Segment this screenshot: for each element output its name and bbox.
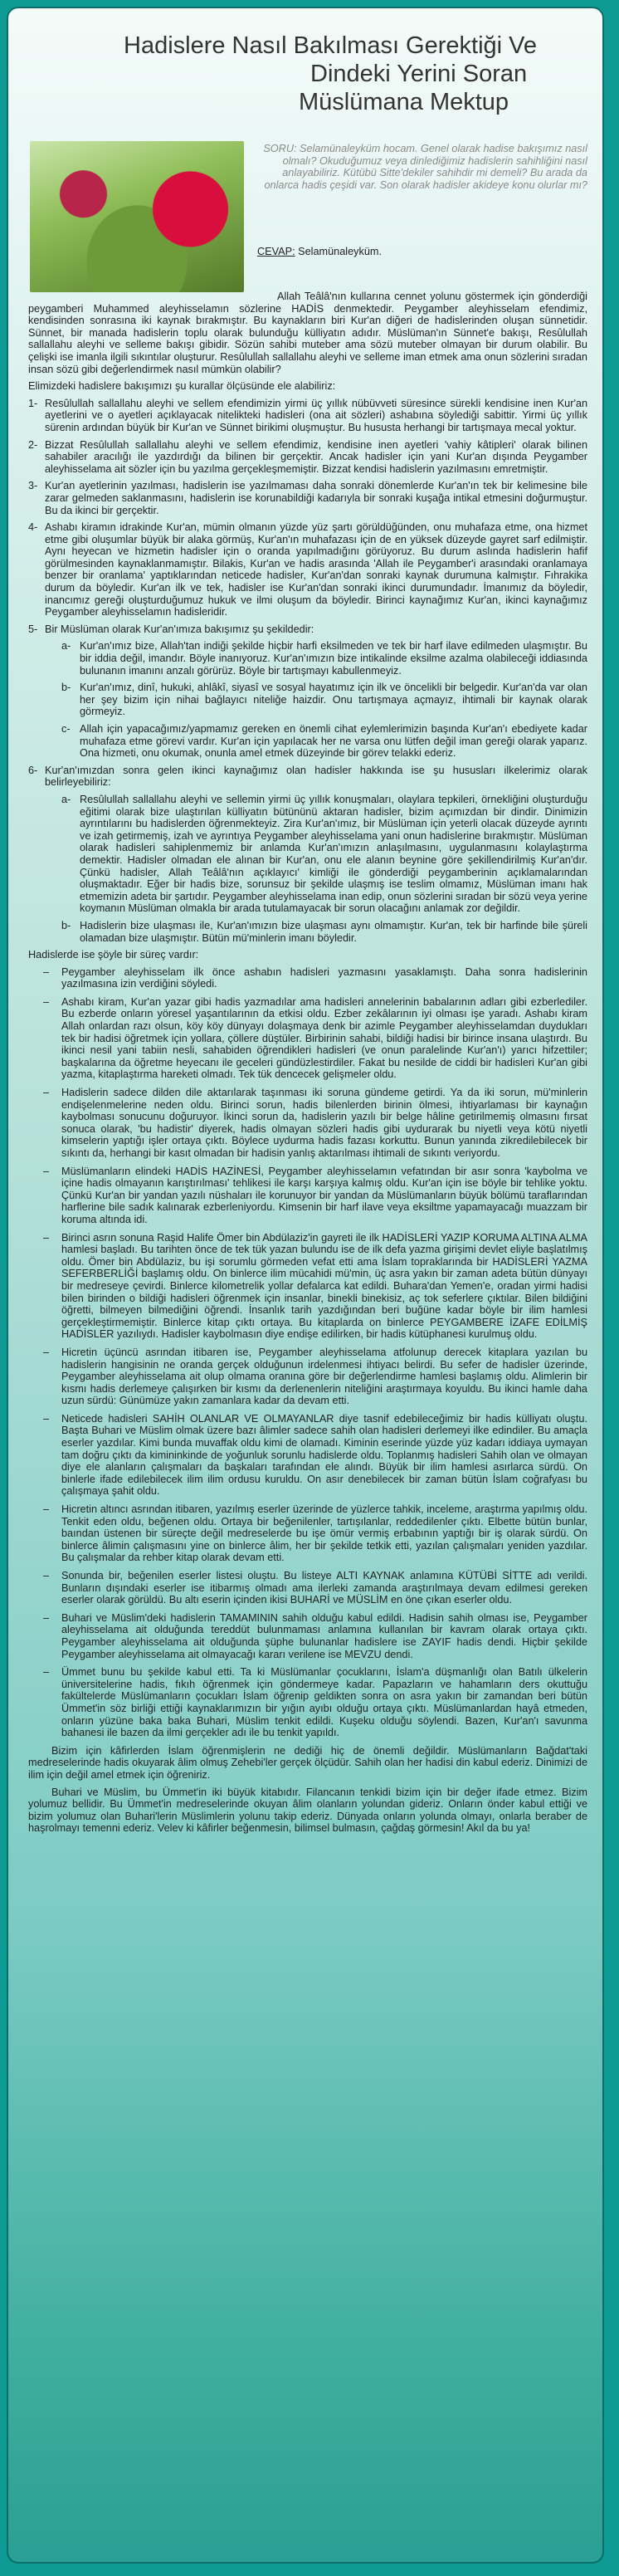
item-text: Bizzat Resûlullah sallallahu aleyhi ve sellem efendimiz, kendisine inen ayetleri 'vahiy kâtipleri' olarak bilinen sahabiler aracılığı ile yazdırdığı da bilinen bir gerçektir. Ancak hadisler için yani Kur'an dışında Peygamber aleyhisselama ait sözler için bu yazılma gerçekleşmemiştir. Bizzat kendisi hadislerin yazılmasını emretmiştir. [45,438,587,475]
list-item [28,765,587,789]
dash-marker: – [43,1412,50,1425]
rules-intro: Elimizdeki hadislere bakışımızı şu kurallar ölçüsünde ele alabiliriz: [28,380,336,393]
hero-section [28,141,587,315]
title-line-1: Hadislere Nasıl Bakılması Gerektiği Ve [124,32,538,59]
item-text: Kur'an'ımızdan sonra gelen ikinci kaynağımız olan hadisler hakkında ise şu hususları ilkelerimiz olarak belirleyebiliriz: [45,764,587,789]
history-item [43,1232,587,1341]
history-list [28,966,587,1739]
answer-label: CEVAP: [257,246,295,257]
sub-letter: a- [61,793,71,805]
answer-greeting: Selamünaleyküm. [295,246,382,257]
item-number: 2- [28,438,38,451]
sub-item [61,682,587,718]
dash-marker: – [43,1087,50,1099]
sub-text: Hadislerin bize ulaşması ile, Kur'an'ımızın bize ulaşması aynı olmamıştır. Kur'an, tek bir harfinde bile şüreli olamadan bize ulaşmıştır. Bütün mü'minlerin imanı böyledir. [80,919,587,944]
item-number: 1- [28,397,38,409]
list-item [28,623,587,636]
closing-paragraph-1: Bizim için kâfirlerden İslam öğrenmişlerin ne dediği hiç de önemli değildir. Müslümanların Bağdat'taki medreselerinde hadis okuyarak âlim olmuş Zehebi'ler gerçek ölçüdür. Sahih olan her hadisi din kabul ederiz. Dinimizi de ilim için değil amel etmek için öğreniriz. [28,1744,587,1781]
history-text: Sonunda bir, beğenilen eserler listesi oluştu. Bu listeye ALTI KAYNAK anlamına KÜTÜBİ SİTTE adı verildi. Bunların dışındaki eserler ise itibarmış olmadı ama ilerleki zamanda araştırılmaya devam edilmesi gereken eserler olarak görüldü. Bu altı eserin içinden ikisi BUHARİ ve MÜSLİM en öne çıkan eserler oldu. [61,1570,587,1606]
history-item [43,1087,587,1160]
dash-marker: – [43,1346,50,1358]
item-text: Resûlullah sallallahu aleyhi ve sellem efendimizin yirmi üç yıllık nübüvveti süresince sürekli kendisine inen Kur'an ayetlerini ve o ayetleri açıklayacak niteliktеki hadisleri (ona ait sözleri) ashabına söylediği sabittir. Yirmi üç yıllık sürenin ardından büyük bir Kur'an ve Sünnet birikimi oluşmuştur. Bu hususta herhangi bir tartışmaya mecal yoktur. [45,397,587,433]
sub-item [61,723,587,760]
dash-marker: – [43,1666,50,1679]
history-item [43,1166,587,1226]
history-text: Hicretin altıncı asrından itibaren, yazılmış eserler üzerinde de yüzlerce tahkik, inceleme, araştırma yapılmış oldu. Tenkit eden oldu, beğenen oldu. Ortaya bir beğenilenler, tartışılanlar, reddedilenler çıktı. Elbette bütün bunlar, baından üstenen bir süreçte değil medreselerde bu işe ömür vermiş erbabının yaptığı bir iş olarak sürdü. On binlerce âlimin çalışmasını yine on binlerce âlim, her bir şekilde tetkik etti, yazılan çalışmaları yeniden yazdılar. Bu çalışmalar da rehber kitap olarak devam etti. [61,1503,587,1564]
item-text: Bir Müslüman olarak Kur'an'ımıza bakışımız şu şekildedir: [45,623,314,635]
history-text: Ashabı kiram, Kur'an yazar gibi hadis yazmadılar ama hadisleri annelerinin babalarının adları gibi ezberlediler. Bu ezberde onların yöresel yaşantılarının da etkisi oldu. Ezber zekâlarının iyi olması işe yaradı. Ashabı kiram Allah onlardan razı olsun, köy köy dünyayı dolaşmaya denk bir azimle Peygamber aleyhisselamdan duydukları tek bir hadisi öğretmek için yollara, çöllere düştüler. Birbirinin sahabi, bildiği hadisi bir birince insana ulaştırdı. Bu ikinci nesil yani tabiin nesli, sahabiden öğrendikleri hadisleri (ve onun paralelinde Kur'an'ı) yarıcı hifzettiler; başkalarına da öğretme heyecanı ile geceleri gündüzlestirdiler. Fakat bu nesilde de ciddi bir hadisleri Kur'an gibi yazma, kitaplaştırma hareketi olmadı. Tek tük dencecek gelişmeler oldu. [61,995,587,1081]
history-text: Müslümanların elindeki HADİS HAZİNESİ, Peygamber aleyhisselamın vefatından bir asır sonra 'kaybolma ve içine hadis olmayanın karıştırılması' tehlikesi ile karşı karşıya kalmış oldu. Kur'an için ise böyle bir tehlike yoktu. Çünkü Kur'an bir yandan yazılı nüshaları ile korunuyor bir yandan da Müslümanların büyük bölümü taraflarından harflerine bile sadık kalınarak ezberleniyordu. Kimsenin bir harf ilave veya eksiltme yapamayacağı muazzam bir koruma altında idi. [61,1165,587,1225]
sub-item [61,794,587,915]
sub-text: Resûlullah sallallahu aleyhi ve sellemin yirmi üç yıllık konuşmaları, olaylara tepkileri, örnekliğini oluşturduğu eğitimi olarak bize ulaştırılan külliyatın bütününü aktaran hadisler, bizim açımızdan bir dindir. Dinimizin ayrıntılarını bu hadislerden öğrenmekteyiz. Zira Kur'an'ımız, bir Müslüman için yeterli olacak düzeyde ayrıntı ve izah getirmemiş, izah ve ayrıntıya Peygamber aleyhisselama yani onun hadislerine bırakmıştır. Müslüman olarak hadisleri sahiplenmemiz bir anlamda Kur'an'ımızın anlaşılmasını, uygulanmasını kolaylaştırma demektir. Hadisler olmadan ele alınan bir Kur'an, onu ele alanın beynine göre şekillendirilmiş Kur'an'dır. Çünkü hadisler, Allah Teâlâ'nın açıklayıcı' kimliği ile gönderdiği peygamberinin açıklamalarından oluşmaktadır. Eğer bir hadis bize, sorunsuz bir şekilde ulaşmış ise teslim olmamız, Müslüman imanı hak etmemizin adeta bir şartıdır. Peygamber aleyhisselama inan edip, onun sözlerini sıradan bir sözü veya yerine koymanın Müslüman olmakla bir arada tutulamayacak bir sorun olacağını anlamak zor değildir. [80,793,587,915]
history-item [43,1347,587,1407]
dash-marker: – [43,1231,50,1244]
closing-paragraph-2: Buhari ve Müslim, bu Ümmet'in iki büyük kitabıdır. Filancanın tenkidi bizim için bir değer ifade etmez. Bizim yolumuz bellidir. Bu Ümmet'in medreselerinde okuyan âlim olanların yolundan gideriz. Onların önder kabul ettiği ve bizim yolumuz olan Buhari'lerin Müslimlerin yolunu takip ederiz. Dünyada onların yolunda olmayı, onlarla beraber de haşrolmayı temenni ederiz. Velev ki kâfirler beğenmesin, bilimsel bulmasın, çağdaş görmesin! Akıl da bu ya! [28,1786,587,1835]
sub-text: Kur'an'ımız bize, Allah'tan indiği şekilde hiçbir harfi eksilmeden ve tek bir harf ilave edilmeden ulaşmıştır. Bu bir iddia değil, imandır. Böyle inanıyoruz. Kur'an'ımızın bize intikalinde eksilme azalma olabileceği iddiasında bulunanın imanını anzalı görürüz. Böyle bir tartışmayı kabullenmeyiz. [80,640,587,677]
dash-marker: – [43,1503,50,1516]
title-line-3: Müslümana Mektup [299,89,509,115]
history-text: Ümmet bunu bu şekilde kabul etti. Ta ki Müslümanlar çocuklarını, İslam'a düşmanlığı olan Batılı ülkelerin üniversitelerine hadis, fıkıh öğrenmek için göndermeye kadar. Papazların ve hahamların ders okuttuğu fakültelerde Müslümanların çocukları İslam öğrenip geldikten sonra on asra yakın bir zamandan beri bütün Ümmet'in söz birliği ettiği kaynaklarımızın bir yığın ayıbı olduğu ortaya çıktı. Müslümanlardan hayâ etmeden, onların yüzüne baka baka Buhari, Müslim tenkit edildi. Kuşeku olduğu söylendi. Bazen, Kur'an'ı savunma bahanesi ile bazen da ilmi gerçekler adı ile bu tenkit yapıldı. [61,1666,587,1739]
item-number: 4- [28,521,38,534]
history-text: Neticede hadisleri SAHİH OLANLAR VE OLMAYANLAR diye tasnif edebileceğimiz bir hadis külliyatı oluştu. Başta Buhari ve Müslim olmak üzere bazı âlimler sadece sahih olan hadisleri derlemeyi ilke edindiler. Bu amaçla eserler yazdılar. Kimi bunda muvaffak oldu kimi de olamadı. Kiminin eserinde yüzde yüz kadarı iddiaya uymayan tam doğru çıktı da kimininkinde de yoğunluk sorunlu hadislerde oldu. Toplanmış hadisleri Sahih olan ve olmayan diye ele alanların çalışmaları da başkaları tarafından ele alındı. Büyük bir ilim hamlesi asırlarca sürdü. On binlerle ifade edilebilecek ilim ilim ordusu kuruldu. On asır denebilecek bir zaman bütün İslam coğrafyası bu çalışmaya şahit oldu. [61,1412,587,1498]
sub-letter: b- [61,919,71,931]
history-text: Peygamber aleyhisselam ilk önce ashabın hadisleri yazmasını yasaklamıştı. Daha sonra hadislerinin yazılmasına izin verdiğini söyledi. [61,965,587,990]
article [28,28,587,1840]
item-number: 3- [28,480,38,492]
rose-photo [30,141,244,292]
sub-item [61,920,587,944]
history-item [43,1413,587,1498]
item-text: Ashabı kiramın idrakinde Kur'an, mümin olmanın yüzde yüz şartı görüldüğünden, onu muhafaza etme, ona hizmet etme gibi oluşumlar büyük bir alaka görmüş, Kur'an'ın muhafazası için de en yüksek düzeyde gayret sarf edilmiştir. Aynı heyecan ve hizmetin hadisler için o oranda yapılmadığını görüyoruz. Bu durum aslında hadislerin hafif görülmesinden kaynaklanmamıştır. Bilakis, Kur'an ve hadis arasında 'Allah ile Peygamber'i arasındaki oranlamaya benzer bir oranlama' yaptıklarından neticede hadisler, Kur'an'dan sonraki kaynak durumuna kalmıştır. Fıhrakika durum da böyledir. Kur'an ilk ve tek, hadisler ise Kur'an'dan sonraki ikinci durumundadır. İmanımız da böyledir, inancımız gereği oluşturduğumuz hukuk ve ilmi oluşum da böyledir. Birinci kaynağımız Kur'an, ikinci kaynağımız Peygamber aleyhisselamın hadisleridir. [45,521,587,618]
history-intro: Hadislerde ise şöyle bir süreç vardır: [28,949,199,961]
item-number: 6- [28,764,38,776]
history-item [43,996,587,1081]
content-card [7,7,604,2564]
history-item [43,966,587,990]
dash-marker: – [43,1570,50,1581]
sub-letter: b- [61,682,71,694]
page-title [28,28,587,141]
dash-marker: – [43,995,50,1008]
history-text: Buhari ve Müslim'deki hadislerin TAMAMININ sahih olduğu kabul edildi. Hadisin sahih olması ise, Peygamber aleyhisselama ait olduğunda tereddüt bulunmaması anlamına kullanılan bir kavram olarak ortaya çıktı. Peygamber aleyhisselama ait olduğunda şüphe bulunanlar hadislere ise ZAYIF hadis dendi. Hiçbir şekilde Peygamber aleyhisselama ait olmayacağı kararı verilene ise MEVZU dendi. [61,1611,587,1660]
sub-item [61,640,587,677]
item-number: 5- [28,623,38,635]
sub-text: Kur'an'ımız, dinî, hukuki, ahlâkî, siyasî ve sosyal hayatımız için ilk ve öncelikli bir belgedir. Kur'an'da var olan her şey bizim için nihai bağlayıcı niteliğe haizdir. Onu tartışmaya açmayız, ihtimali bir kaynak olarak görmeyiz. [80,682,587,718]
list-item [28,521,587,618]
list-item [28,480,587,516]
sub-letter: a- [61,640,71,653]
history-item [43,1570,587,1606]
history-text: Hicretin üçüncü asrından itibaren ise, Peygamber aleyhisselama atfolunup derecek kitaplara yazılan bu hadislerin hangisinin ne oranda gerçek olduğunun irdelenmesi ihtiyacı belirdi. Bu sefer de hadisler üzerinde, Peygamber aleyhisselama ait olup olmama oranına göre bir değerlendirme hamlesi başlamış oldu. Alimlerin bir kısmı hadis derlemeye çalışırken bir kısmı da derlenenlerin niteliğini araştırmaya koyuldu. Bu ikinci hamle daha uzun sürdü: Günümüze yakın zamanlara kadar da devam etti. [61,1346,587,1407]
dash-marker: – [43,965,50,978]
intro-paragraph: Allah Teâlâ'nın kullarına cennet yolunu göstermek için gönderdiği peygamberi Muhammed aleyhisselamın sözlerine HADİS denmektedir. Peygamber aleyhisselam efendimiz, kendisinden sonrasına iki kaynak bırakmıştır. Bu kaynakların biri Kur'an diğeri de hadislerinden oluşan sünnetidir. Sünnet, bir manada hadislerin toplu olarak bulunduğu külliyatın adıdır. Müslüman'ın Sünnet'e bakışı, Resûlullah sallallahu aleyhi ve sellemе bakışı gibidir. Sözün sahibi muteber ama sözü muteber olmayan bir durum olabilir. Bu çelişki ise imanla ilgili sıkıntılar oluşturur. Resûlullah sallallahu aleyhi ve selleme iman etmek ama onun sözlerini sıradan insan sözü gibi değerlendirmek nasıl mümkün olabilir? [28,291,587,375]
history-text: Birinci asrın sonuna Raşid Halife Ömer bin Abdülaziz'in gayreti ile ilk HADİSLERİ YAZIP KORUMA ALTINA ALMA hamlesi başladı. Bu tarihten önce de tek tük yazan bulundu ise de ilk defa yazma girişimi devlet eliyle başlatılmış oldu. Ömer bin Abdülaziz, bu işi sorumlu görmeden vefat etti ama İslam topraklarında bir HADİSLERİ YAZMA SEFERBERLİĞİ başlamış oldu. On binlerce ilim mücahidi mü'min, üç asra yakın bir zaman adeta bütün dünyayı bir medreseye çevirdi. Binlerce kilometrelik yollar defalarca kat edildi. Buhara'dan Yemen'e, oradan yirmi hadisi bilen birinden o bildiği hadisleri öğrenmek için insanlar, binekli binekisiz, aç tok seferlere çıktılar. Bilen bildiğini öğretti, bilmeyen bilmediğini öğrendi. İnsanlık tarih yazdığından beri buğüne kadar böyle bir ilim hamlesi gerçekleştirmemiştir. Binlerce kitap çıktı ortaya. Bu kitaplarda on binlerce PEYGAMBERE İZAFE EDİLMİŞ HADİSLER yazılıydı. Hadisler kaybolmasın diye endişe edilirken, bir hadis kütüphanesi kurulmuş oldu. [61,1231,587,1341]
list-item [28,439,587,476]
sub-letter: c- [61,723,71,735]
item-text: Kur'an ayetlerinin yazılması, hadislerin ise yazılmaması daha sonraki dönemlerde Kur'an'ın tek bir kelimesine bile zarar gelmeden saklanmasını, hadislerin ise korunabildiği kadarıyla bir sonraki kuşağa intikal etmesini doğurmuştur. Bu da ikinci bir gerçektir. [45,480,587,516]
sub-text: Allah için yapacağımız/yapmamız gereken en önemli cihat eylemlerimizin başında Kur'an'ı ebediyete kadar muhafaza etme görevi vardır. Kur'an için yapılacak her ne varsa onu lütfen değil iman gereği olarak yaparız. Ona hizmeti, onu okumak, onunla amel etmek düzeyinde bir görev telakki ederiz. [80,723,587,760]
list-item [28,398,587,434]
dash-marker: – [43,1611,50,1624]
title-line-2: Dindeki Yerini Soran [310,61,528,87]
history-item [43,1612,587,1660]
dash-marker: – [43,1165,50,1177]
history-item [43,1666,587,1739]
question-text: SORU: Selamünaleyküm hocam. Genel olarak hadise bakışımız nasıl olmalı? Okuduğumuz veya dinlediğimiz hadislerin sahihliğini nasıl anlayabiliriz. Kütübü Sitte'dekiler sahihdir mi demeli? Bu arada da onlarca hadis çeşidi var. Son olarak hadisler akideye konu olurlar mı? [263,143,587,191]
history-item [43,1503,587,1564]
rules-list [28,398,587,944]
history-text: Hadislerin sadece dilden dile aktarılarak taşınması iki soruna gündeme getirdi. Ya da iki sorun, mü'minlerin endişelenmelerine neden oldu. Birinci sorun, hadis bilenlerden birinin ölmesi, ihtiyarlaması bir kaynağın kaybolması sonucunu doğuruyor. İkinci sorun da, hadislerin yazılı bir belge hâline getirilmemiş olmasını fırsat sonuca olarak, 'bu hadistir' diyerek, hadis olmayan sözleri hadis gibi uydurarak bu niyetli veya kötü niyetli kimselerin yaptığı işler ortaya çıktı. Böylece uydurma hadis fazası korkuttu. Bunun yanında zikredilebilecek bir sıkıntı da, herhangi bir kasıt olmadan bir hadisin yanlış aktarılması ihtimali de sıkıntı veriyordu. [61,1087,587,1159]
answer-heading [257,246,382,258]
